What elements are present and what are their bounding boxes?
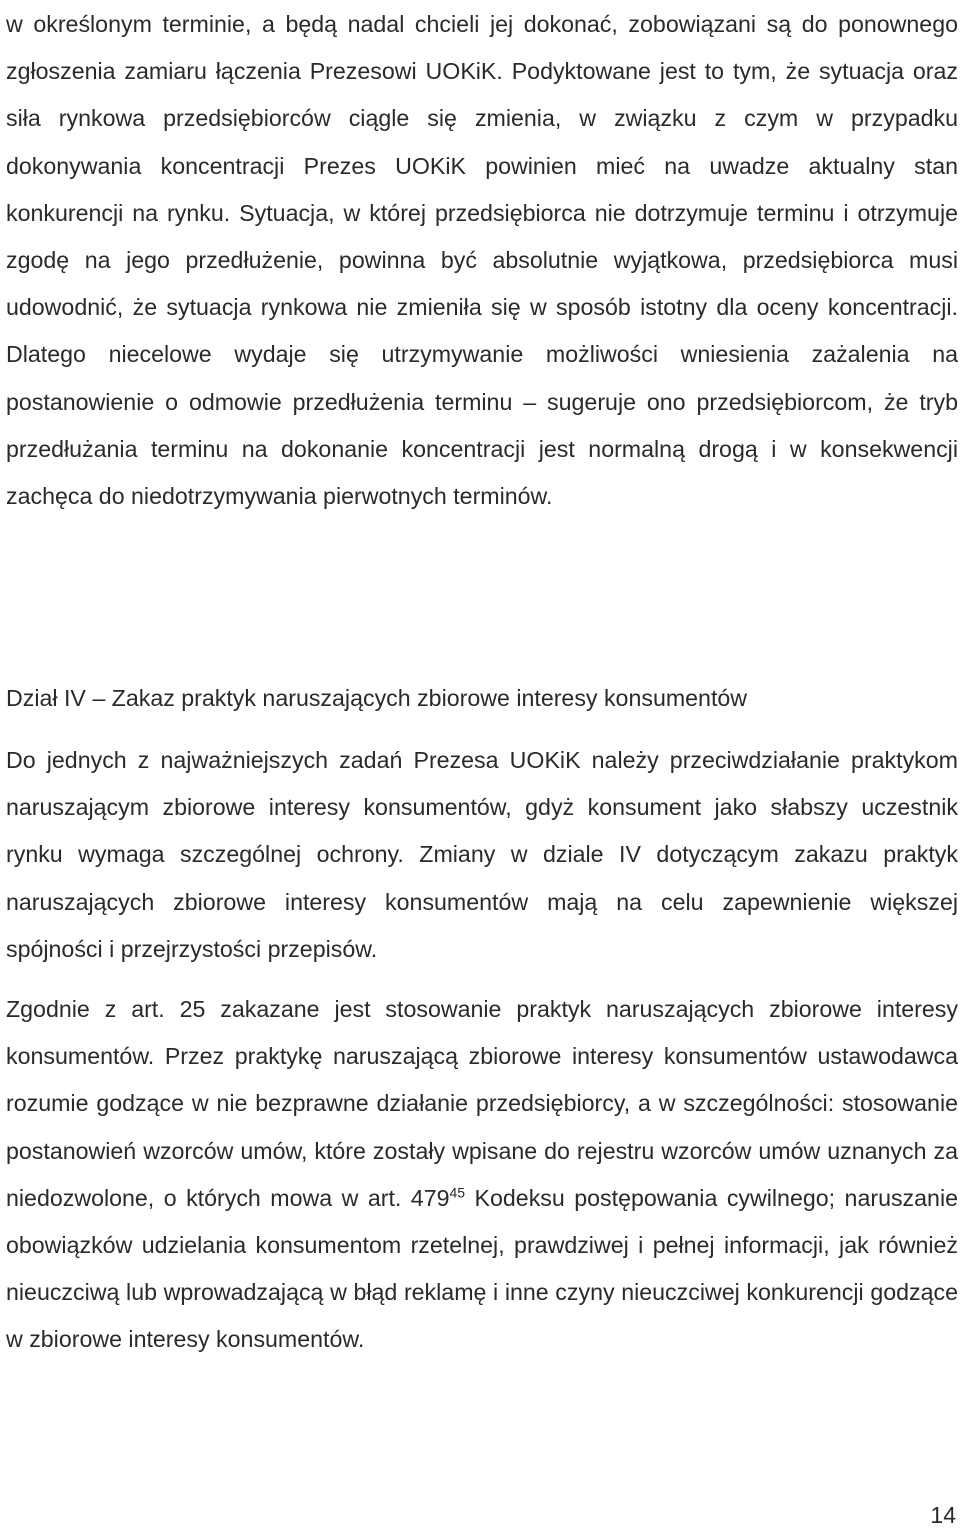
paragraph-concentration-deadline: w określonym terminie, a będą nadal chcieli jej dokonać, zobowiązani są do ponownego zgłoszenia zamiaru łączenia Prezesowi UOKiK. Podyktowane jest to tym, że sytuacja oraz siła rynkowa przedsiębiorców ciągle się zmienia, w związku z czym w przypadku dokonywania koncentracji Prezes UOKiK powinien mieć na uwadze aktualny stan konkurencji na rynku. Sytuacja, w której przedsiębiorca nie dotrzymuje terminu i otrzymuje zgodę na jego przedłużenie, powinna być absolutnie wyjątkowa, przedsiębiorca musi udowodnić, że sytuacja rynkowa nie zmieniła się w sposób istotny dla oceny koncentracji. Dlatego niecelowe wydaje się utrzymywanie możliwości wniesienia zażalenia na postanowienie o odmowie przedłużenia terminu – sugeruje ono przedsiębiorcom, że tryb przedłużania terminu na dokonanie koncentracji jest normalną drogą i w konsekwencji zachęca do niedotrzymywania pierwotnych terminów.	[6, 11, 958, 510]
paragraph-article-25	[6, 986, 958, 1364]
paragraph-article-25-text-after-footnote: Kodeksu postępowania cywilnego; naruszanie obowiązków udzielania konsumentom rzetelnej, prawdziwej i pełnej informacji, jak również nieuczciwą lub wprowadzającą w błąd reklamę i inne czyny nieuczciwej konkurencji godzące w zbiorowe interesy konsumentów.	[6, 1184, 958, 1353]
page-number: 14	[930, 1502, 956, 1528]
footnote-reference: 45	[449, 1184, 466, 1201]
paragraph-consumer-protection: Do jednych z najważniejszych zadań Prezesa UOKiK należy przeciwdziałanie praktykom naruszającym zbiorowe interesy konsumentów, gdyż konsument jako słabszy uczestnik rynku wymaga szczególnej ochrony. Zmiany w dziale IV dotyczącym zakazu praktyk naruszających zbiorowe interesy konsumentów mają na celu zapewnienie większej spójności i przejrzystości przepisów.	[6, 747, 958, 962]
paragraph-article-25-text-before-footnote: Zgodnie z art. 25 zakazane jest stosowanie praktyk naruszających zbiorowe interesy konsumentów. Przez praktykę naruszającą zbiorowe interesy konsumentów ustawodawca rozumie godzące w nie bezprawne działanie przedsiębiorcy, a w szczególności: stosowanie postanowień wzorców umów, które zostały wpisane do rejestru wzorców umów uznanych za niedozwolone, o których mowa w art. 479	[6, 996, 958, 1211]
section-heading: Dział IV – Zakaz praktyk naruszających zbiorowe interesy konsumentów	[6, 685, 748, 711]
